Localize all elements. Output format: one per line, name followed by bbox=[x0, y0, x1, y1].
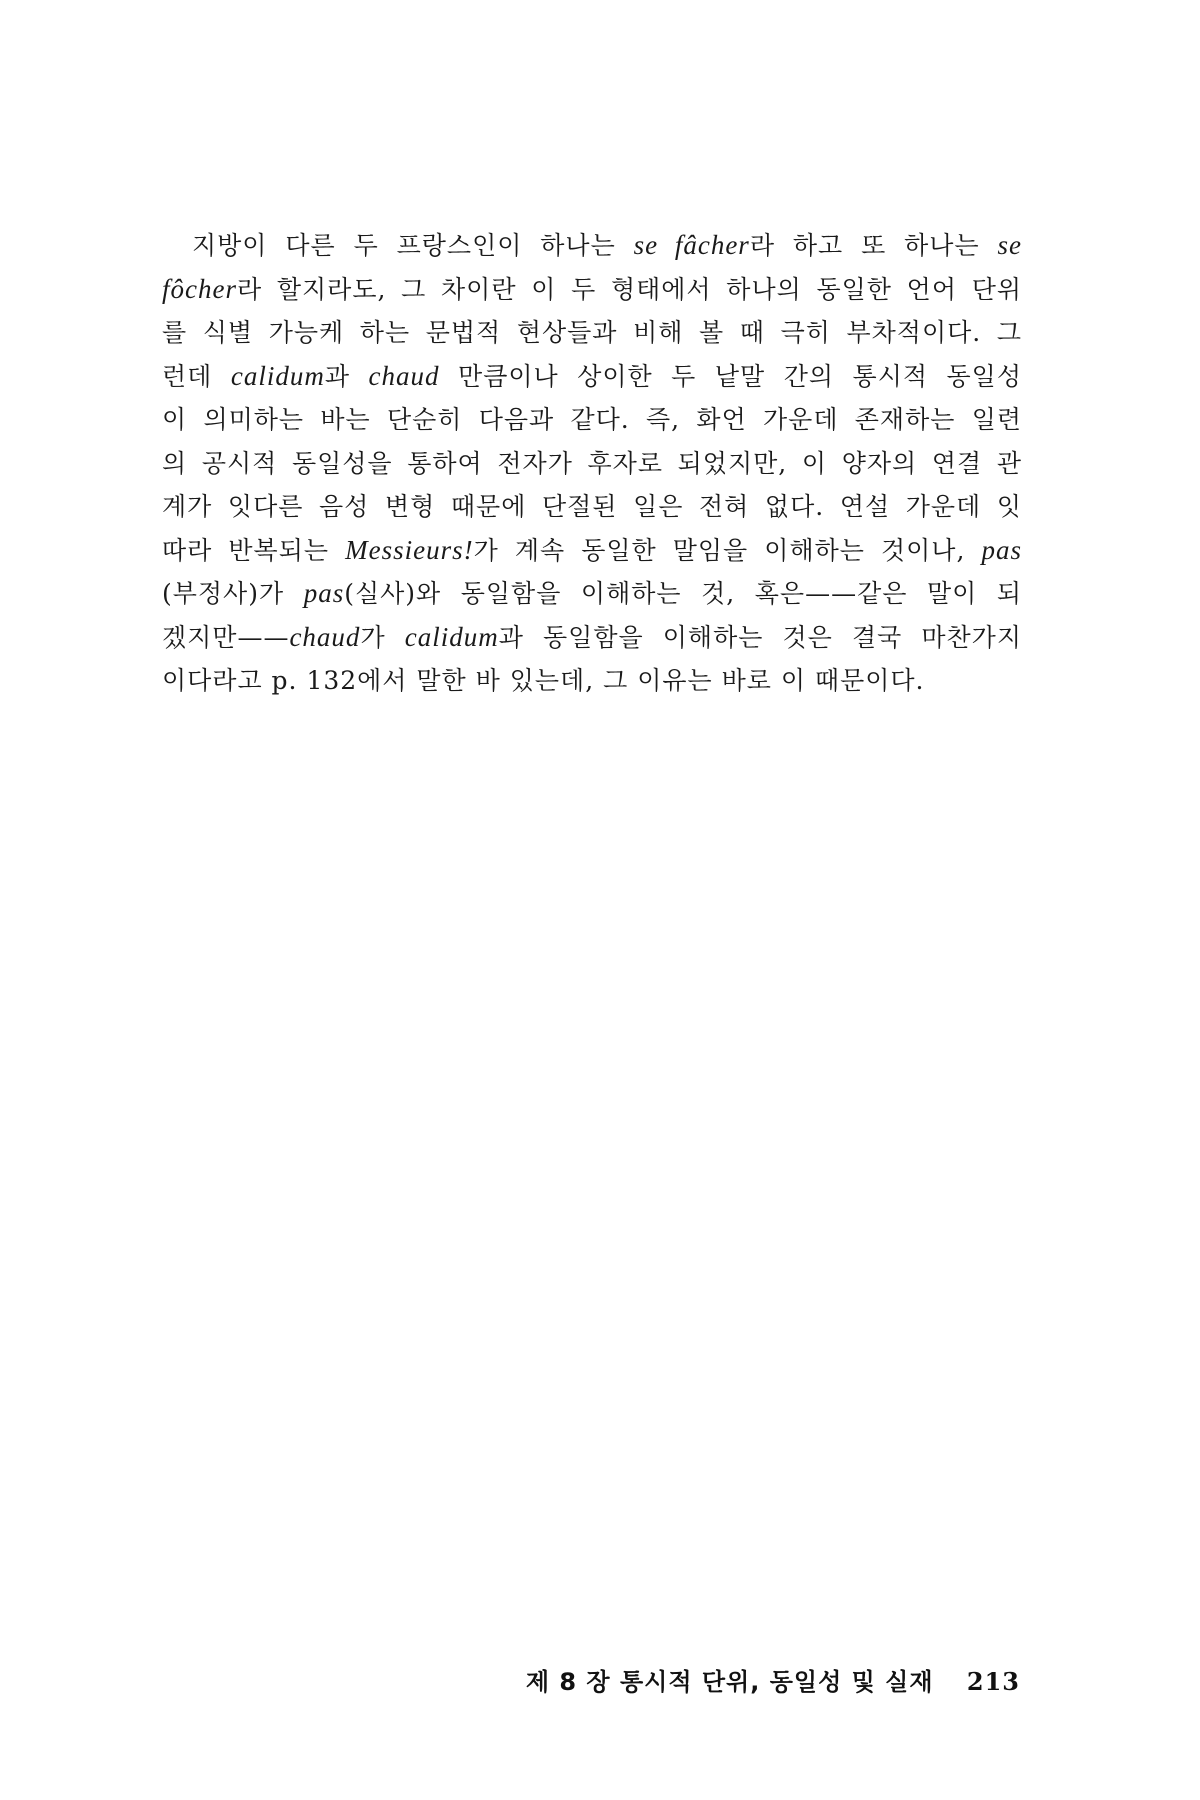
text-line bbox=[162, 355, 1022, 399]
italic-term: Messieurs! bbox=[345, 534, 474, 565]
text-line bbox=[162, 398, 1022, 442]
text-line bbox=[162, 616, 1022, 660]
text-run: 만큼이나 상이한 두 낱말 간의 통시적 동일성 bbox=[439, 361, 1022, 391]
italic-term: pas bbox=[303, 578, 345, 608]
text-line bbox=[162, 311, 1022, 355]
text-run: 지방이 다른 두 프랑스인이 하나는 bbox=[192, 231, 634, 260]
text-run: (부정사)가 bbox=[162, 579, 304, 608]
text-run: 과 bbox=[324, 361, 369, 391]
text-line bbox=[162, 572, 1022, 616]
text-run: 를 식별 가능케 하는 문법적 현상들과 비해 볼 때 극히 부차적이다. 그 bbox=[162, 318, 1022, 347]
italic-term: chaud bbox=[289, 621, 361, 652]
text-run: 계가 잇다른 음성 변형 때문에 단절된 일은 전혀 없다. 연설 가운데 잇 bbox=[162, 492, 1022, 521]
italic-term: chaud bbox=[368, 360, 440, 391]
italic-term: pas bbox=[981, 534, 1023, 565]
body-paragraph bbox=[162, 224, 1022, 703]
text-run: 이다라고 p. 132에서 말한 바 있는데, 그 이유는 바로 이 때문이다. bbox=[162, 666, 925, 695]
text-run: 겠지만—— bbox=[162, 622, 290, 652]
running-head: 제 8 장 통시적 단위, 동일성 및 실재 bbox=[525, 1668, 934, 1696]
text-run: 따라 반복되는 bbox=[162, 535, 346, 565]
text-line bbox=[162, 442, 1022, 486]
text-run: 런데 bbox=[162, 361, 231, 391]
text-line bbox=[162, 529, 1022, 573]
italic-term: fôcher bbox=[162, 273, 237, 304]
text-run: 이 의미하는 바는 단순히 다음과 같다. 즉, 화언 가운데 존재하는 일련 bbox=[162, 405, 1022, 434]
text-run: 가 bbox=[360, 622, 405, 652]
text-line bbox=[162, 659, 1022, 703]
text-line bbox=[162, 485, 1022, 529]
text-line bbox=[162, 268, 1022, 312]
text-run: 가 계속 동일한 말임을 이해하는 것이나, bbox=[473, 535, 982, 565]
text-run: 과 동일함을 이해하는 것은 결국 마찬가지 bbox=[498, 622, 1022, 652]
text-run: (실사)와 동일함을 이해하는 것, 혹은——같은 말이 되 bbox=[344, 579, 1022, 608]
italic-term: se bbox=[997, 230, 1023, 260]
page-footer bbox=[526, 1662, 1020, 1697]
text-line bbox=[162, 224, 1022, 268]
italic-term: calidum bbox=[404, 621, 499, 652]
italic-term: calidum bbox=[230, 360, 325, 391]
text-run: 의 공시적 동일성을 통하여 전자가 후자로 되었지만, 이 양자의 연결 관 bbox=[162, 448, 1022, 478]
text-run: 라 하고 또 하나는 bbox=[749, 231, 998, 260]
text-run: 라 할지라도, 그 차이란 이 두 형태에서 하나의 동일한 언어 단위 bbox=[236, 274, 1022, 304]
page-number: 213 bbox=[966, 1667, 1020, 1696]
italic-term: se fâcher bbox=[633, 230, 750, 260]
